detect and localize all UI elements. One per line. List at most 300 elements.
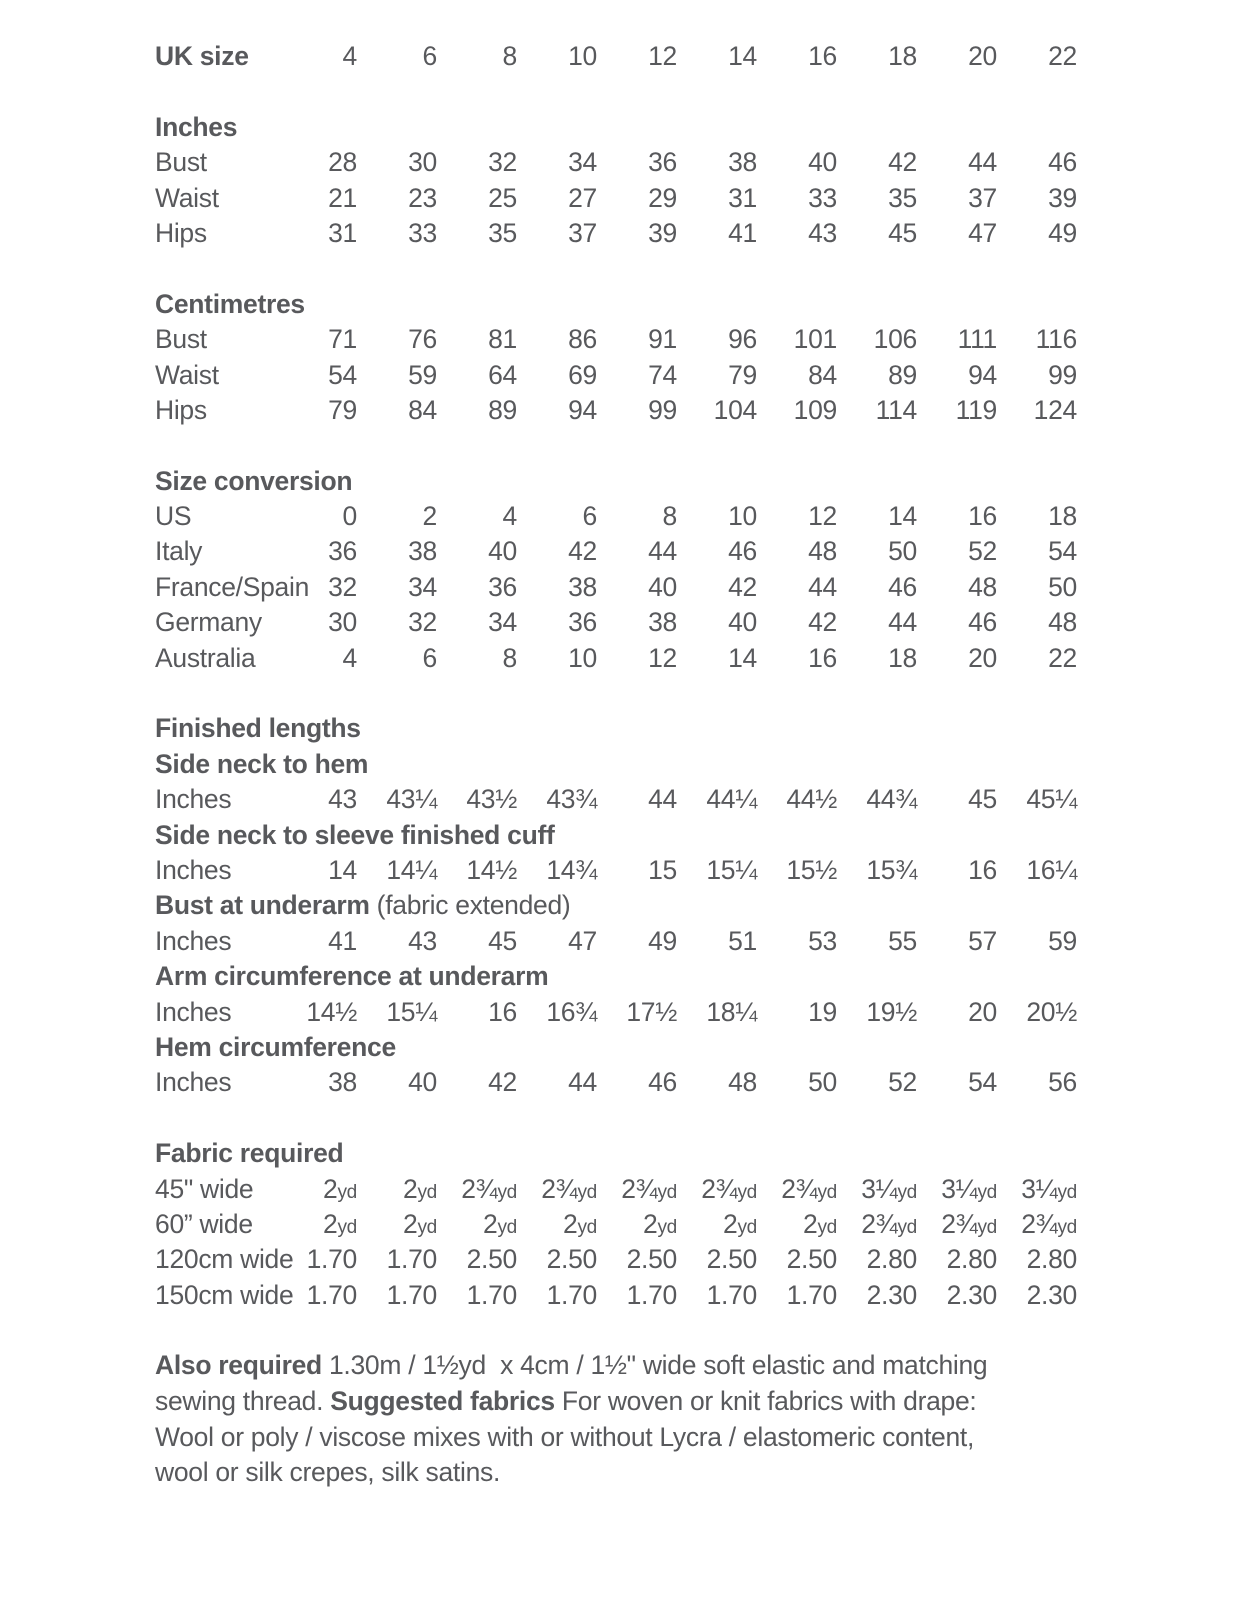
cell-value: 23 <box>408 182 437 213</box>
cell-value: 41 <box>328 925 357 956</box>
section-header <box>155 711 1080 746</box>
row-label: Australia <box>155 642 256 673</box>
yard-unit: yd <box>737 1181 757 1203</box>
yard-unit: yd <box>1057 1216 1077 1238</box>
cell-value: 12 <box>808 501 837 532</box>
note-bold-text: Also required <box>155 1350 322 1381</box>
cell-value: 84 <box>408 394 437 425</box>
cell-value: 40 <box>728 607 757 638</box>
cell-value: 2yd <box>722 1208 757 1239</box>
cell-value: 1.70 <box>386 1279 437 1310</box>
cell-value: 4 <box>342 41 357 71</box>
cell-value: 101 <box>793 324 837 355</box>
yard-unit: yd <box>897 1216 917 1238</box>
cell-value: 38 <box>728 147 757 178</box>
cell-value: 18 <box>888 41 917 71</box>
notes-paragraph <box>155 1348 1115 1490</box>
cell-value: 2¾yd <box>861 1208 917 1239</box>
cell-value: 16 <box>488 996 517 1027</box>
cell-value: 10 <box>728 501 757 532</box>
cell-value: 14 <box>888 501 917 532</box>
cell-value: 2yd <box>642 1208 677 1239</box>
cell-value: 14 <box>328 854 357 885</box>
cell-value: 40 <box>648 571 677 602</box>
cell-value: 2¾yd <box>1021 1208 1077 1239</box>
table-row <box>155 1207 1080 1242</box>
cell-value: 44¼ <box>706 784 757 815</box>
cell-value: 36 <box>328 536 357 567</box>
table-row <box>155 641 1080 676</box>
cell-value: 38 <box>408 536 437 567</box>
cell-value: 2¾yd <box>781 1173 837 1204</box>
section-header <box>155 818 1080 853</box>
cell-value: 6 <box>582 501 597 532</box>
cell-value: 42 <box>888 147 917 178</box>
cell-value: 36 <box>648 147 677 178</box>
cell-value: 15 <box>648 854 677 885</box>
cell-value: 2.30 <box>946 1279 997 1310</box>
row-label: US <box>155 501 192 532</box>
size-chart-table <box>155 39 1080 1313</box>
cell-value: 16 <box>808 642 837 673</box>
cell-value: 1.70 <box>386 1244 437 1275</box>
cell-value: 2.30 <box>866 1279 917 1310</box>
cell-value: 17½ <box>626 996 677 1027</box>
cell-value: 46 <box>728 536 757 567</box>
table-row <box>155 1065 1080 1100</box>
cell-value: 20 <box>968 41 997 71</box>
cell-value: 40 <box>488 536 517 567</box>
cell-value: 43 <box>808 217 837 248</box>
section-header <box>155 747 1080 782</box>
cell-value: 57 <box>968 925 997 956</box>
note-text: wool or silk crepes, silk satins. <box>155 1457 501 1488</box>
cell-value: 2.50 <box>786 1244 837 1275</box>
section-header <box>155 1136 1080 1171</box>
cell-value: 2yd <box>562 1208 597 1239</box>
table-row <box>155 924 1080 959</box>
note-line <box>155 1384 1115 1420</box>
cell-value: 38 <box>648 607 677 638</box>
cell-value: 79 <box>328 394 357 425</box>
cell-value: 36 <box>488 571 517 602</box>
cell-value: 2.50 <box>626 1244 677 1275</box>
cell-value: 39 <box>1048 182 1077 213</box>
row-label: Inches <box>155 925 232 956</box>
section-header-text: Fabric required <box>155 1138 344 1169</box>
cell-value: 15¾ <box>866 854 917 885</box>
yard-unit: yd <box>657 1181 677 1203</box>
note-line <box>155 1420 1115 1456</box>
cell-value: 30 <box>408 147 437 178</box>
cell-value: 44 <box>648 536 677 567</box>
section-header <box>155 888 1080 923</box>
cell-value: 96 <box>728 324 757 355</box>
note-bold-text: Suggested fabrics <box>330 1386 555 1417</box>
cell-value: 18¼ <box>706 996 757 1027</box>
cell-value: 2yd <box>802 1208 837 1239</box>
cell-value: 31 <box>328 217 357 248</box>
row-label: 120cm wide <box>155 1244 294 1275</box>
yard-unit: yd <box>897 1181 917 1203</box>
cell-value: 41 <box>728 217 757 248</box>
cell-value: 20 <box>968 996 997 1027</box>
cell-value: 22 <box>1048 41 1077 71</box>
row-label: France/Spain <box>155 571 310 602</box>
cell-value: 43¼ <box>386 784 437 815</box>
row-label: Italy <box>155 536 203 567</box>
cell-value: 1.70 <box>306 1244 357 1275</box>
table-row <box>155 39 1080 74</box>
table-row <box>155 181 1080 216</box>
cell-value: 45¼ <box>1026 784 1077 815</box>
cell-value: 48 <box>808 536 837 567</box>
cell-value: 114 <box>875 394 917 425</box>
cell-value: 47 <box>568 925 597 956</box>
note-line <box>155 1455 1115 1491</box>
table-row <box>155 534 1080 569</box>
cell-value: 50 <box>888 536 917 567</box>
section-header <box>155 287 1080 322</box>
cell-value: 99 <box>648 394 677 425</box>
yard-unit: yd <box>817 1216 837 1238</box>
cell-value: 6 <box>422 642 437 673</box>
cell-value: 15½ <box>786 854 837 885</box>
cell-value: 35 <box>888 182 917 213</box>
yard-unit: yd <box>977 1181 997 1203</box>
cell-value: 48 <box>728 1067 757 1098</box>
cell-value: 46 <box>648 1067 677 1098</box>
cell-value: 54 <box>328 359 357 390</box>
cell-value: 46 <box>1048 147 1077 178</box>
note-text: 1.30m / 1½yd x 4cm / 1½" wide soft elastic and matching <box>321 1350 988 1381</box>
cell-value: 46 <box>888 571 917 602</box>
row-label: UK size <box>155 41 249 71</box>
cell-value: 21 <box>328 182 357 213</box>
cell-value: 69 <box>568 359 597 390</box>
table-row <box>155 358 1080 393</box>
section-spacer <box>155 251 1080 286</box>
yard-unit: yd <box>977 1216 997 1238</box>
cell-value: 2¾yd <box>701 1173 757 1204</box>
row-label: 60” wide <box>155 1208 253 1239</box>
cell-value: 42 <box>568 536 597 567</box>
cell-value: 42 <box>728 571 757 602</box>
cell-value: 14¾ <box>546 854 597 885</box>
row-label: Hips <box>155 394 207 425</box>
cell-value: 52 <box>888 1067 917 1098</box>
cell-value: 14¼ <box>386 854 437 885</box>
cell-value: 0 <box>342 501 357 532</box>
cell-value: 2¾yd <box>461 1173 517 1204</box>
section-header <box>155 1030 1080 1065</box>
table-row <box>155 1278 1080 1313</box>
section-header-text: Inches <box>155 111 238 142</box>
cell-value: 16 <box>808 41 837 71</box>
cell-value: 2yd <box>322 1173 357 1204</box>
cell-value: 43½ <box>466 784 517 815</box>
cell-value: 43 <box>328 784 357 815</box>
section-spacer <box>155 428 1080 463</box>
cell-value: 2¾yd <box>541 1173 597 1204</box>
table-row <box>155 570 1080 605</box>
cell-value: 35 <box>488 217 517 248</box>
cell-value: 89 <box>888 359 917 390</box>
cell-value: 32 <box>408 607 437 638</box>
cell-value: 44 <box>568 1067 597 1098</box>
yard-unit: yd <box>497 1216 517 1238</box>
cell-value: 47 <box>968 217 997 248</box>
cell-value: 28 <box>328 147 357 178</box>
cell-value: 42 <box>488 1067 517 1098</box>
cell-value: 34 <box>568 147 597 178</box>
cell-value: 76 <box>408 324 437 355</box>
cell-value: 1.70 <box>706 1279 757 1310</box>
cell-value: 43 <box>408 925 437 956</box>
cell-value: 31 <box>728 182 757 213</box>
cell-value: 94 <box>968 359 997 390</box>
yard-unit: yd <box>497 1181 517 1203</box>
cell-value: 99 <box>1048 359 1077 390</box>
section-header-text: Side neck to sleeve finished cuff <box>155 819 555 850</box>
cell-value: 111 <box>957 324 997 355</box>
cell-value: 2 <box>422 501 437 532</box>
cell-value: 16¼ <box>1026 854 1077 885</box>
note-text: sewing thread. <box>155 1386 331 1417</box>
yard-unit: yd <box>737 1216 757 1238</box>
table-row <box>155 782 1080 817</box>
cell-value: 14 <box>728 41 757 71</box>
yard-unit: yd <box>577 1181 597 1203</box>
cell-value: 44¾ <box>866 784 917 815</box>
yard-unit: yd <box>657 1216 677 1238</box>
cell-value: 27 <box>568 182 597 213</box>
cell-value: 42 <box>808 607 837 638</box>
cell-value: 29 <box>648 182 677 213</box>
cell-value: 40 <box>408 1067 437 1098</box>
cell-value: 104 <box>713 394 757 425</box>
row-label: Inches <box>155 1067 232 1098</box>
yard-unit: yd <box>1057 1181 1077 1203</box>
cell-value: 3¼yd <box>941 1173 997 1204</box>
cell-value: 49 <box>648 925 677 956</box>
cell-value: 2yd <box>402 1173 437 1204</box>
cell-value: 44½ <box>786 784 837 815</box>
cell-value: 74 <box>648 359 677 390</box>
section-header <box>155 110 1080 145</box>
section-header-text: Arm circumference at underarm <box>155 961 549 992</box>
cell-value: 8 <box>662 501 677 532</box>
section-header-text: Side neck to hem <box>155 748 369 779</box>
yard-unit: yd <box>577 1216 597 1238</box>
cell-value: 45 <box>968 784 997 815</box>
cell-value: 4 <box>502 501 517 532</box>
cell-value: 15¼ <box>386 996 437 1027</box>
table-row <box>155 853 1080 888</box>
cell-value: 14½ <box>306 996 357 1027</box>
cell-value: 1.70 <box>786 1279 837 1310</box>
cell-value: 33 <box>808 182 837 213</box>
row-label: Inches <box>155 784 232 815</box>
cell-value: 2.50 <box>706 1244 757 1275</box>
cell-value: 10 <box>568 642 597 673</box>
cell-value: 45 <box>488 925 517 956</box>
cell-value: 119 <box>955 394 997 425</box>
cell-value: 124 <box>1033 394 1077 425</box>
table-row <box>155 145 1080 180</box>
section-header-text: Centimetres <box>155 288 305 319</box>
cell-value: 44 <box>808 571 837 602</box>
section-header-text: Size conversion <box>155 465 353 496</box>
cell-value: 3¼yd <box>1021 1173 1077 1204</box>
cell-value: 51 <box>728 925 757 956</box>
cell-value: 50 <box>808 1067 837 1098</box>
table-row <box>155 499 1080 534</box>
section-spacer <box>155 74 1080 109</box>
cell-value: 39 <box>648 217 677 248</box>
cell-value: 8 <box>502 642 517 673</box>
cell-value: 14½ <box>466 854 517 885</box>
cell-value: 16 <box>968 501 997 532</box>
cell-value: 22 <box>1048 642 1077 673</box>
section-spacer <box>155 1101 1080 1136</box>
section-header <box>155 959 1080 994</box>
cell-value: 2yd <box>322 1208 357 1239</box>
cell-value: 19 <box>808 996 837 1027</box>
cell-value: 2.80 <box>946 1244 997 1275</box>
cell-value: 2.50 <box>546 1244 597 1275</box>
cell-value: 38 <box>328 1067 357 1098</box>
cell-value: 14 <box>728 642 757 673</box>
cell-value: 79 <box>728 359 757 390</box>
section-header-suffix: (fabric extended) <box>369 890 571 921</box>
cell-value: 34 <box>408 571 437 602</box>
cell-value: 50 <box>1048 571 1077 602</box>
cell-value: 91 <box>648 324 677 355</box>
section-header-text: Bust at underarm <box>155 890 370 921</box>
cell-value: 44 <box>968 147 997 178</box>
section-header <box>155 464 1080 499</box>
row-label: Hips <box>155 217 207 248</box>
cell-value: 52 <box>968 536 997 567</box>
cell-value: 55 <box>888 925 917 956</box>
cell-value: 71 <box>328 324 357 355</box>
note-line <box>155 1348 1115 1384</box>
cell-value: 46 <box>968 607 997 638</box>
cell-value: 1.70 <box>306 1279 357 1310</box>
row-label: Inches <box>155 996 232 1027</box>
cell-value: 40 <box>808 147 837 178</box>
cell-value: 86 <box>568 324 597 355</box>
cell-value: 2.80 <box>1026 1244 1077 1275</box>
cell-value: 18 <box>1048 501 1077 532</box>
cell-value: 44 <box>648 784 677 815</box>
yard-unit: yd <box>817 1181 837 1203</box>
cell-value: 34 <box>488 607 517 638</box>
cell-value: 10 <box>568 41 597 71</box>
cell-value: 36 <box>568 607 597 638</box>
cell-value: 94 <box>568 394 597 425</box>
cell-value: 45 <box>888 217 917 248</box>
cell-value: 49 <box>1048 217 1077 248</box>
cell-value: 2.50 <box>466 1244 517 1275</box>
cell-value: 64 <box>488 359 517 390</box>
row-label: Germany <box>155 607 262 638</box>
cell-value: 84 <box>808 359 837 390</box>
cell-value: 18 <box>888 642 917 673</box>
cell-value: 37 <box>568 217 597 248</box>
cell-value: 81 <box>488 324 517 355</box>
row-label: Bust <box>155 147 207 178</box>
cell-value: 20 <box>968 642 997 673</box>
cell-value: 44 <box>888 607 917 638</box>
cell-value: 6 <box>422 41 437 71</box>
note-text: For woven or knit fabrics with drape: <box>554 1386 977 1417</box>
cell-value: 32 <box>328 571 357 602</box>
cell-value: 30 <box>328 607 357 638</box>
cell-value: 2yd <box>402 1208 437 1239</box>
row-label: Waist <box>155 359 219 390</box>
cell-value: 8 <box>502 41 517 71</box>
cell-value: 2¾yd <box>621 1173 677 1204</box>
cell-value: 48 <box>968 571 997 602</box>
cell-value: 116 <box>1035 324 1077 355</box>
table-row <box>155 322 1080 357</box>
cell-value: 3¼yd <box>861 1173 917 1204</box>
table-row <box>155 605 1080 640</box>
cell-value: 54 <box>968 1067 997 1098</box>
cell-value: 20½ <box>1026 996 1077 1027</box>
section-header-text: Hem circumference <box>155 1031 396 1062</box>
cell-value: 89 <box>488 394 517 425</box>
row-label: Inches <box>155 854 232 885</box>
cell-value: 16¾ <box>546 996 597 1027</box>
table-row <box>155 1172 1080 1207</box>
cell-value: 53 <box>808 925 837 956</box>
cell-value: 4 <box>342 642 357 673</box>
cell-value: 15¼ <box>706 854 757 885</box>
cell-value: 1.70 <box>626 1279 677 1310</box>
cell-value: 59 <box>1048 925 1077 956</box>
table-row <box>155 995 1080 1030</box>
section-header-text: Finished lengths <box>155 713 361 744</box>
row-label: Waist <box>155 182 219 213</box>
cell-value: 2¾yd <box>941 1208 997 1239</box>
cell-value: 37 <box>968 182 997 213</box>
yard-unit: yd <box>417 1181 437 1203</box>
cell-value: 38 <box>568 571 597 602</box>
cell-value: 54 <box>1048 536 1077 567</box>
note-text: Wool or poly / viscose mixes with or without Lycra / elastomeric content, <box>155 1421 975 1452</box>
table-row <box>155 1242 1080 1277</box>
row-label: 150cm wide <box>155 1279 294 1310</box>
cell-value: 48 <box>1048 607 1077 638</box>
row-label: 45" wide <box>155 1173 254 1204</box>
cell-value: 1.70 <box>466 1279 517 1310</box>
cell-value: 1.70 <box>546 1279 597 1310</box>
yard-unit: yd <box>417 1216 437 1238</box>
cell-value: 32 <box>488 147 517 178</box>
cell-value: 33 <box>408 217 437 248</box>
cell-value: 43¾ <box>546 784 597 815</box>
yard-unit: yd <box>337 1216 357 1238</box>
cell-value: 19½ <box>866 996 917 1027</box>
cell-value: 106 <box>873 324 917 355</box>
table-row <box>155 393 1080 428</box>
cell-value: 109 <box>793 394 837 425</box>
cell-value: 2.80 <box>866 1244 917 1275</box>
cell-value: 25 <box>488 182 517 213</box>
